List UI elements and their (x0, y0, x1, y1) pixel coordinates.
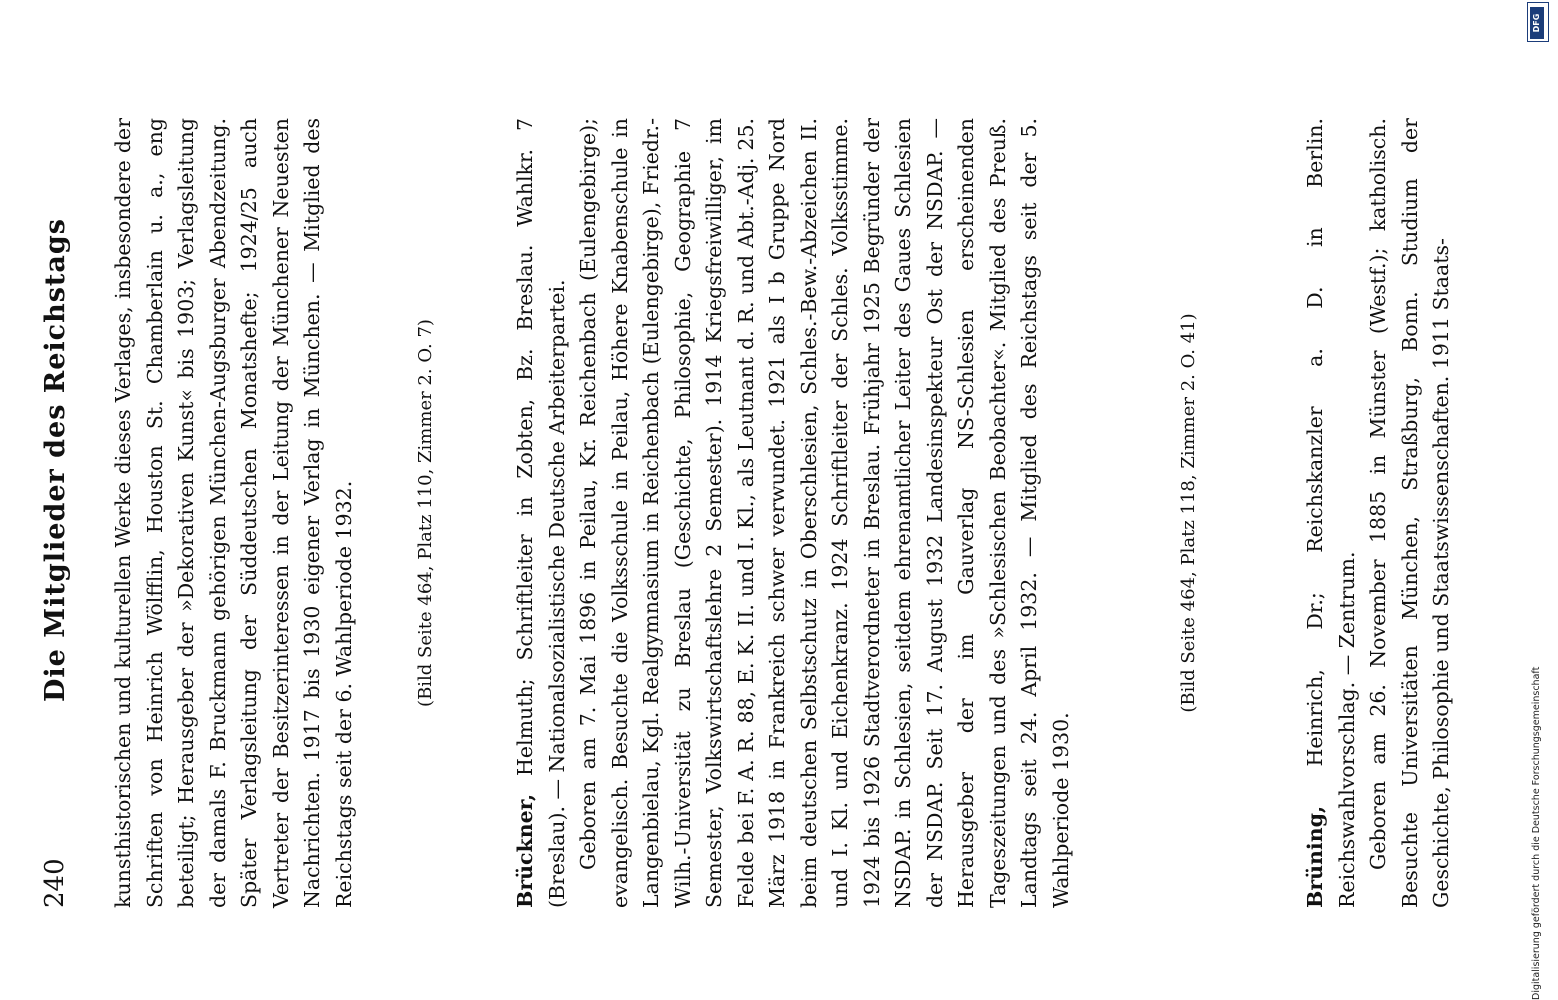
entry-brueckner-body: Geboren am 7. Mai 1896 in Peilau, Kr. Reichenbach (Eulengebirge); evangelisch. Besuchte die Volksschule in Peilau, Höhere Knabenschule in Langenbielau, Kgl. Realgymnasium in Reichenbach (Eulengebirge), Friedr.-Wilh.-Universität zu Breslau (Geschichte, Philosophie, Geographie 7 Semester, Volkswirtschaftslehre 2 Semester). 1914 Kriegsfreiwilliger, im Felde bei F. A. R. 88, E. K. II. und I. Kl., als Leutnant d. R. und Abt.-Adj. 25. März 1918 in Frankreich schwer verwundet. 1921 als I b Gruppe Nord beim deutschen Selbstschutz in Oberschlesien, Schles.-Bew.-Abzeichen II. und I. Kl. und Eichenkranz. 1924 Schriftleiter der Schles. Volksstimme. 1924 bis 1926 Stadtverordneter in Breslau. Frühjahr 1925 Begründer der NSDAP. in Schlesien, seitdem ehrenamtlicher Leiter des Gaues Schlesien der NSDAP. Seit 17. August 1932 Landesinspekteur Ost der NSDAP. — Herausgeber der im Gauverlag NS-Schlesien erscheinenden Tageszeitungen und des »Schlesischen Beobachter«. Mitglied des Preuß. Landtags seit 24. April 1932. — Mitglied des Reichstags seit der 5. Wahlperiode 1930. (576, 118, 1073, 908)
continuation-photo-reference: (Bild Seite 464, Platz 110, Zimmer 2. O. 7) (415, 319, 436, 707)
continuation-paragraph (108, 118, 360, 908)
entry-bruening (1300, 118, 1458, 908)
entry-brueckner-intro: Helmuth; Schriftleiter in Zobten, Bz. Breslau. Wahlkr. 7 (Breslau). — Nationalsozialistische Deutsche Arbeiterpartei. (513, 118, 569, 908)
entry-brueckner-name: Brückner, (513, 793, 537, 908)
page-header (40, 0, 76, 1000)
entry-brueckner-heading (510, 118, 573, 908)
entry-bruening-body: Geboren am 26. November 1885 in Münster (Westf.); katholisch. Besuchte Universitäten München, Straßburg, Bonn. Studium der Geschichte, Philosophie und Staatswissenschaften. 1911 Staats- (1366, 118, 1453, 908)
entry-brueckner-photo-reference: (Bild Seite 464, Platz 118, Zimmer 2. O. 41) (1178, 313, 1199, 713)
entry-brueckner (510, 118, 1077, 908)
dfg-logo-text: DFG (1530, 7, 1544, 39)
entry-bruening-heading (1300, 118, 1363, 908)
dfg-logo-icon (1527, 2, 1549, 42)
digitization-credit (1525, 0, 1553, 1000)
entry-bruening-name: Brüning, (1303, 805, 1327, 908)
entry-bruening-intro: Heinrich, Dr.; Reichskanzler a. D. in Berlin. Reichswahlvorschlag. — Zentrum. (1303, 118, 1359, 908)
credit-text: Digitalisierung gefördert durch die Deutsche Forschungsgemeinschaft (1531, 666, 1542, 1000)
page-title: Die Mitglieder des Reichstags (40, 218, 71, 702)
continuation-text: kunsthistorischen und kulturellen Werke dieses Verlages, insbesondere der Schriften von Heinrich Wölfflin, Houston St. Chamberlain u. a., eng beteiligt; Herausgeber der »Dekorativen Kunst« bis 1903; Verlagsleitung der damals F. Bruckmann gehörigen München-Augsburger Abendzeitung. Später Verlagsleitung der Süddeutschen Monatshefte; 1924/25 auch Vertreter der Besitzerinteressen in der Leitung der Münchener Neuesten Nachrichten. 1917 bis 1930 eigener Verlag in München. — Mitglied des Reichstags seit der 6. Wahlperiode 1932. (111, 118, 356, 908)
page-number: 240 (40, 858, 70, 908)
